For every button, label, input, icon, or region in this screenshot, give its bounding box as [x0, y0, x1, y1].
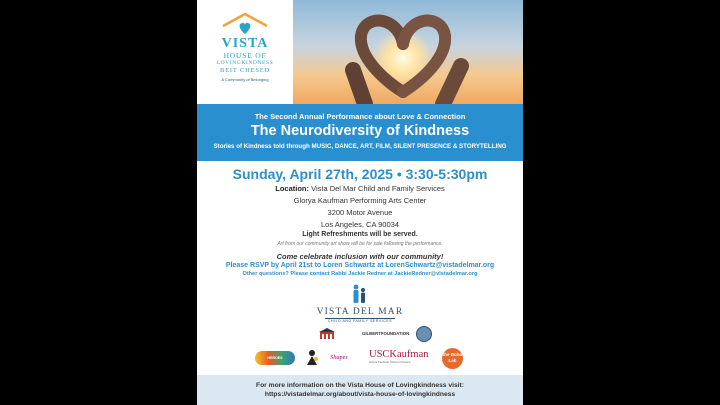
title-band — [197, 104, 523, 161]
usc-kaufman-name: USCKaufman — [369, 349, 429, 360]
street-address: 3200 Motor Avenue — [327, 208, 393, 217]
location-label: Location: — [275, 184, 309, 193]
vista-del-mar-name: VISTA DEL MAR — [316, 307, 404, 317]
rsvp-line: Please RSVP by April 21st to Loren Schwartz at LorenSchwartz@vistadelmar.org — [225, 262, 495, 269]
footer-url[interactable]: https://vistadelmar.org/about/vista-house-of-lovingkindness — [264, 391, 456, 398]
venue-name: Glorya Kaufman Performing Arts Center — [293, 196, 427, 205]
refreshments-note: Light Refreshments will be served. — [302, 231, 418, 238]
heart-hands-icon — [293, 0, 523, 104]
sponsor-figure-logo — [304, 349, 320, 365]
vista-house-logo — [197, 0, 293, 104]
heart-hands-photo — [293, 0, 523, 104]
usc-kaufman-sub: Glorya Kaufman School of Dance — [369, 360, 411, 364]
shapes-sponsor-logo: Shapes — [330, 355, 348, 361]
event-subtitle: The Second Annual Performance about Love & Connection — [254, 112, 466, 121]
logo-lovingkindness-text: LOVINGKINDNESS — [216, 60, 274, 66]
event-date-time: Sunday, April 27th, 2025 • 3:30-5:30pm — [232, 166, 488, 182]
footer-bar — [197, 375, 523, 405]
event-flyer — [197, 0, 523, 405]
sponsor-seal-logo — [416, 326, 432, 342]
location-line — [197, 184, 523, 193]
logo-beit-chesed-text: BEIT CHESED — [219, 67, 271, 74]
boho-lab-logo: the Boho Lab — [442, 348, 463, 369]
event-description: Stories of Kindness told through MUSIC, DANCE, ART, FILM, SILENT PRESENCE & STORYTELLING — [213, 143, 507, 150]
celebrate-line: Come celebrate inclusion with our community! — [276, 252, 444, 261]
event-title: The Neurodiversity of Kindness — [250, 123, 470, 139]
art-sale-note: Art from our community art show will be for sale following the performance. — [277, 241, 443, 247]
questions-line: Other questions? Please contact Rabbi Jackie Redner at JackieRedner@vistadelmar.org — [242, 271, 478, 277]
usc-kaufman-logo — [369, 349, 431, 367]
heroes-sponsor-logo: HEROES — [255, 351, 295, 365]
house-heart-icon — [221, 12, 269, 38]
sponsor-building-logo — [318, 328, 336, 340]
vista-del-mar-figures-icon — [348, 283, 370, 305]
location-name: Vista Del Mar Child and Family Services — [311, 184, 445, 193]
city-address: Los Angeles, CA 90034 — [321, 220, 399, 229]
gilbert-foundation-logo: GILBERTFOUNDATION — [362, 331, 410, 336]
footer-info-line: For more information on the Vista House of Lovingkindness visit: — [256, 382, 464, 389]
logo-vista-text: VISTA — [221, 36, 269, 51]
logo-house-text: HOUSE OF — [223, 51, 267, 60]
vista-del-mar-sub: CHILD AND FAMILY SERVICES — [327, 319, 393, 323]
logo-tagline: A Community of Belonging — [221, 77, 269, 82]
